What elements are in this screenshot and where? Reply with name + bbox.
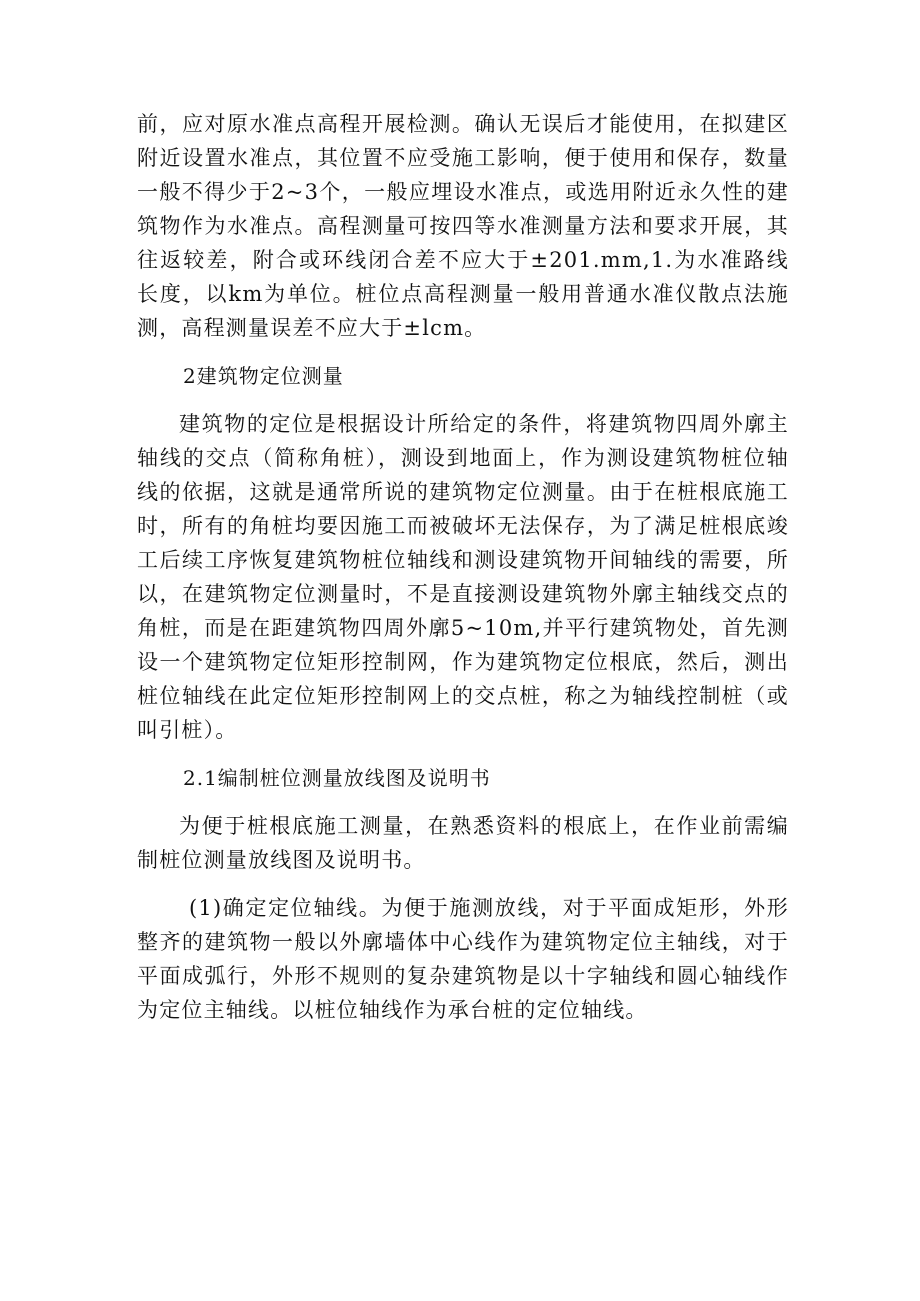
paragraph-positioning-axis: (1)确定定位轴线。为便于施测放线，对于平面成矩形，外形整齐的建筑物一般以外廓墙体中心线作为建筑物定位主轴线，对于平面成弧行，外形不规则的复杂建筑物是以十字轴线和圆心轴线作为定位主轴线。以桩位轴线作为承台桩的定位轴线。 [137,896,789,1022]
paragraph-stakeout-drawing: 为便于桩根底施工测量，在熟悉资料的根底上，在作业前需编制桩位测量放线图及说明书。 [137,814,789,872]
paragraph-leveling-check: 前，应对原水准点高程开展检测。确认无误后才能使用，在拟建区附近设置水准点，其位置不应受施工影响，便于使用和保存，数量一般不得少于2~3个，一般应埋设水准点，或选用附近永久性的建筑物作为水准点。高程测量可按四等水准测量方法和要求开展，其往返较差，附合或环线闭合差不应大于±201.mm,1.为水准路线长度，以km为单位。桩位点高程测量一般用普通水准仪散点法施测，高程测量误差不应大于±lcm。 [137,112,789,340]
document-body [137,107,789,1041]
paragraph-building-positioning: 建筑物的定位是根据设计所给定的条件，将建筑物四周外廓主轴线的交点（简称角桩），测设到地面上，作为测设建筑物桩位轴线的依据，这就是通常所说的建筑物定位测量。由于在桩根底施工时，所有的角桩均要因施工而被破坏无法保存，为了满足桩根底竣工后续工序恢复建筑物桩位轴线和测设建筑物开间轴线的需要，所以，在建筑物定位测量时，不是直接测设建筑物外廓主轴线交点的角桩，而是在距建筑物四周外廓5~10m,并平行建筑物处，首先测设一个建筑物定位矩形控制网，作为建筑物定位根底，然后，测出桩位轴线在此定位矩形控制网上的交点桩，称之为轴线控制桩（或叫引桩）。 [137,412,789,742]
section-heading-building-positioning: 2建筑物定位测量 [183,364,344,388]
section-heading-stakeout-drawing: 2.1编制桩位测量放线图及说明书 [183,766,491,790]
